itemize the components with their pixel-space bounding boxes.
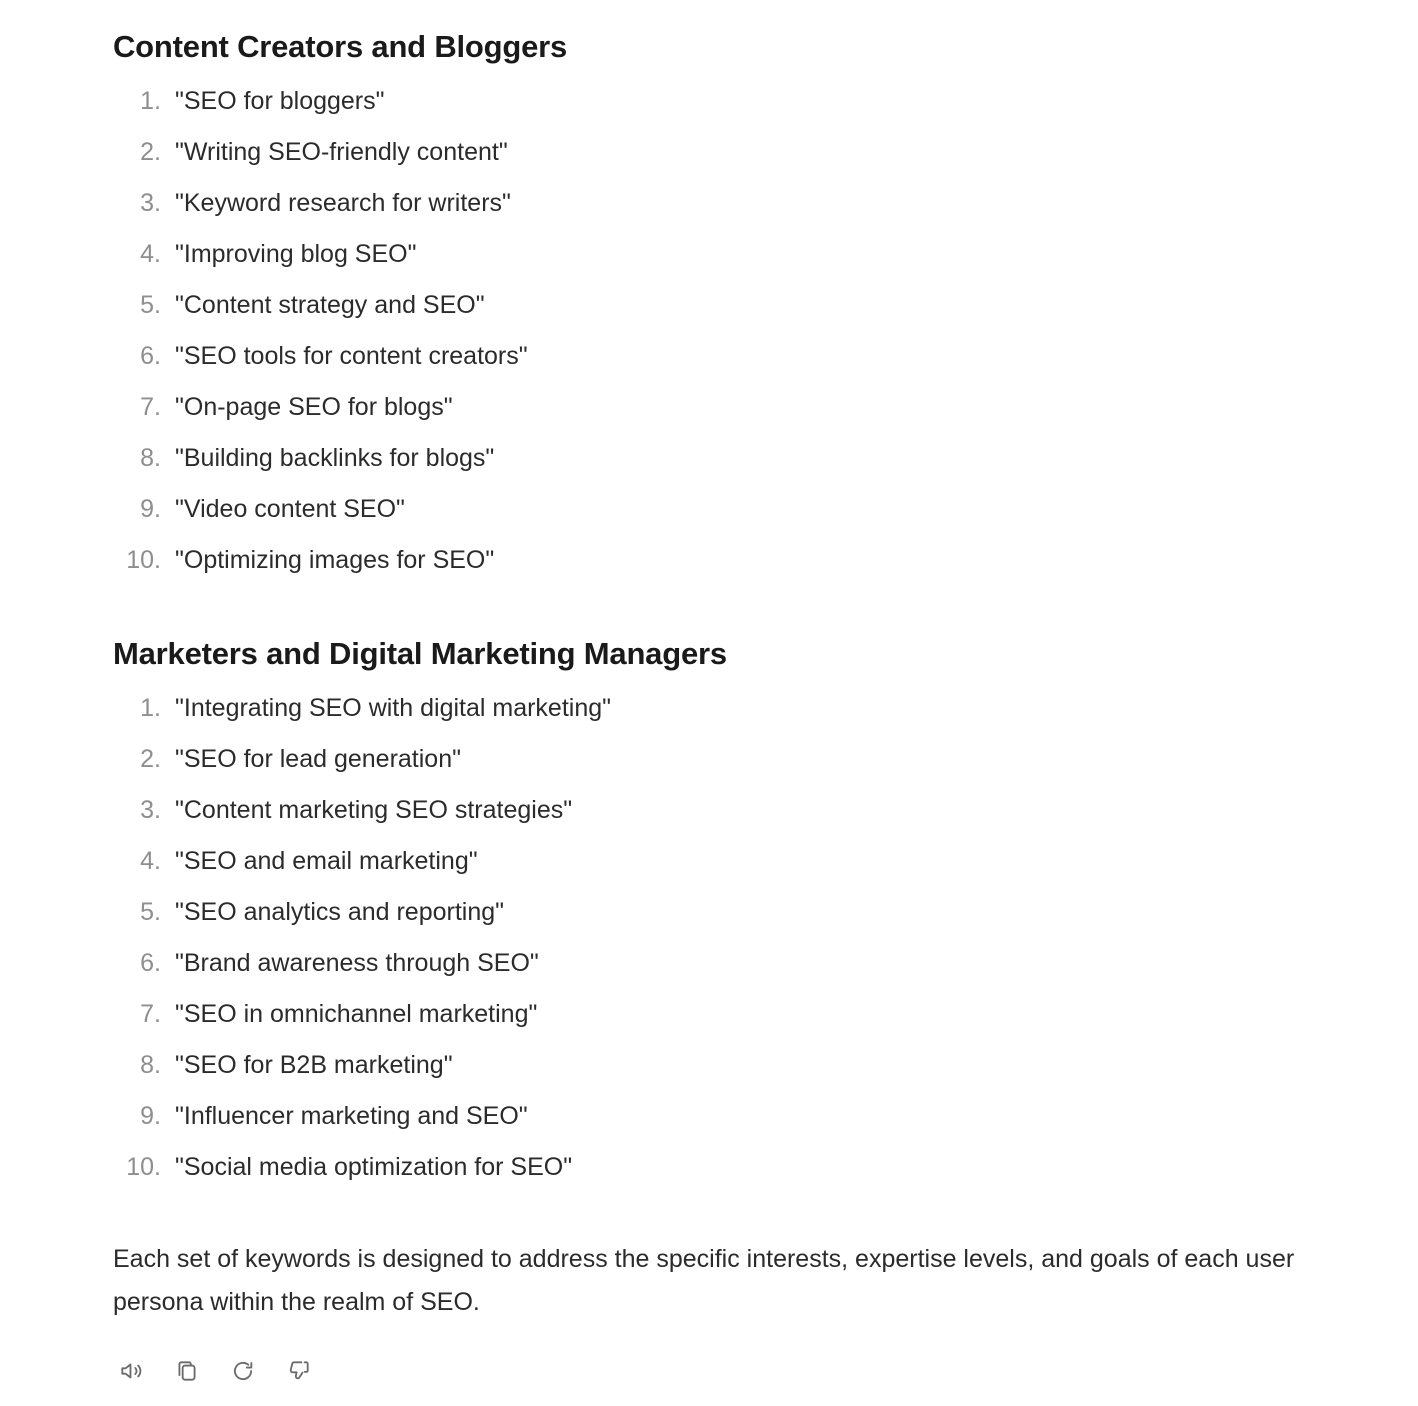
list-item-number: 8. (140, 1050, 161, 1079)
message-action-bar (116, 1356, 1358, 1386)
list-item-number: 4. (140, 846, 161, 875)
list-item-label: "Keyword research for writers" (175, 188, 511, 217)
list-item-label: "SEO for lead generation" (175, 744, 461, 773)
list-item (113, 86, 1358, 115)
list-item-label: "SEO for B2B marketing" (175, 1050, 453, 1079)
list-item-number: 7. (140, 999, 161, 1028)
list-item-number: 5. (140, 290, 161, 319)
list-item (113, 846, 1358, 875)
list-item (113, 494, 1358, 523)
list-item (113, 545, 1358, 574)
list-item-number: 4. (140, 239, 161, 268)
thumbs-down-icon[interactable] (284, 1356, 314, 1386)
list-item (113, 1050, 1358, 1079)
list-item-number: 8. (140, 443, 161, 472)
list-item (113, 290, 1358, 319)
list-item (113, 1152, 1358, 1181)
section-marketers (113, 635, 1358, 1180)
list-item-number: 2. (140, 744, 161, 773)
closing-paragraph: Each set of keywords is designed to address the specific interests, expertise levels, and goals of each user persona within the realm of SEO. (113, 1244, 1295, 1316)
list-item (113, 948, 1358, 977)
list-item-number: 1. (140, 693, 161, 722)
list-item-label: "SEO in omnichannel marketing" (175, 999, 538, 1028)
list-item-number: 7. (140, 392, 161, 421)
list-item (113, 392, 1358, 421)
list-item (113, 897, 1358, 926)
list-item (113, 999, 1358, 1028)
list-item-number: 2. (140, 137, 161, 166)
list-item-label: "Content strategy and SEO" (175, 290, 485, 319)
list-item (113, 137, 1358, 166)
list-item-label: "Writing SEO-friendly content" (175, 137, 508, 166)
list-item-label: "SEO tools for content creators" (175, 341, 528, 370)
copy-icon[interactable] (172, 1356, 202, 1386)
list-item-number: 6. (140, 948, 161, 977)
list-item-number: 6. (140, 341, 161, 370)
list-item-label: "Brand awareness through SEO" (175, 948, 539, 977)
list-item-label: "Influencer marketing and SEO" (175, 1101, 528, 1130)
list-item-label: "SEO and email marketing" (175, 846, 478, 875)
list-item-number: 9. (140, 1101, 161, 1130)
list-item (113, 693, 1358, 722)
section-heading: Content Creators and Bloggers (113, 29, 568, 64)
list-item-label: "Video content SEO" (175, 494, 405, 523)
list-item-number: 3. (140, 795, 161, 824)
list-item-number: 10. (126, 545, 161, 574)
keyword-list (113, 86, 1358, 574)
list-item-label: "SEO for bloggers" (175, 86, 385, 115)
list-item-label: "Improving blog SEO" (175, 239, 417, 268)
read-aloud-icon[interactable] (116, 1356, 146, 1386)
list-item (113, 443, 1358, 472)
list-item-label: "Optimizing images for SEO" (175, 545, 495, 574)
list-item (113, 744, 1358, 773)
list-item-label: "SEO analytics and reporting" (175, 897, 505, 926)
list-item (113, 1101, 1358, 1130)
section-content-creators (113, 28, 1358, 573)
list-item-number: 1. (140, 86, 161, 115)
list-item-label: "Content marketing SEO strategies" (175, 795, 573, 824)
section-heading: Marketers and Digital Marketing Managers (113, 635, 727, 671)
list-item-number: 9. (140, 494, 161, 523)
list-item-number: 3. (140, 188, 161, 217)
list-item-label: "Integrating SEO with digital marketing" (175, 693, 612, 722)
list-item-label: "Social media optimization for SEO" (175, 1152, 573, 1181)
list-item-number: 5. (140, 897, 161, 926)
list-item (113, 239, 1358, 268)
regenerate-icon[interactable] (228, 1356, 258, 1386)
list-item-number: 10. (126, 1152, 161, 1181)
list-item-label: "On-page SEO for blogs" (175, 392, 453, 421)
list-item (113, 795, 1358, 824)
list-item (113, 341, 1358, 370)
keyword-list (113, 693, 1358, 1181)
list-item-label: "Building backlinks for blogs" (175, 443, 495, 472)
list-item (113, 188, 1358, 217)
